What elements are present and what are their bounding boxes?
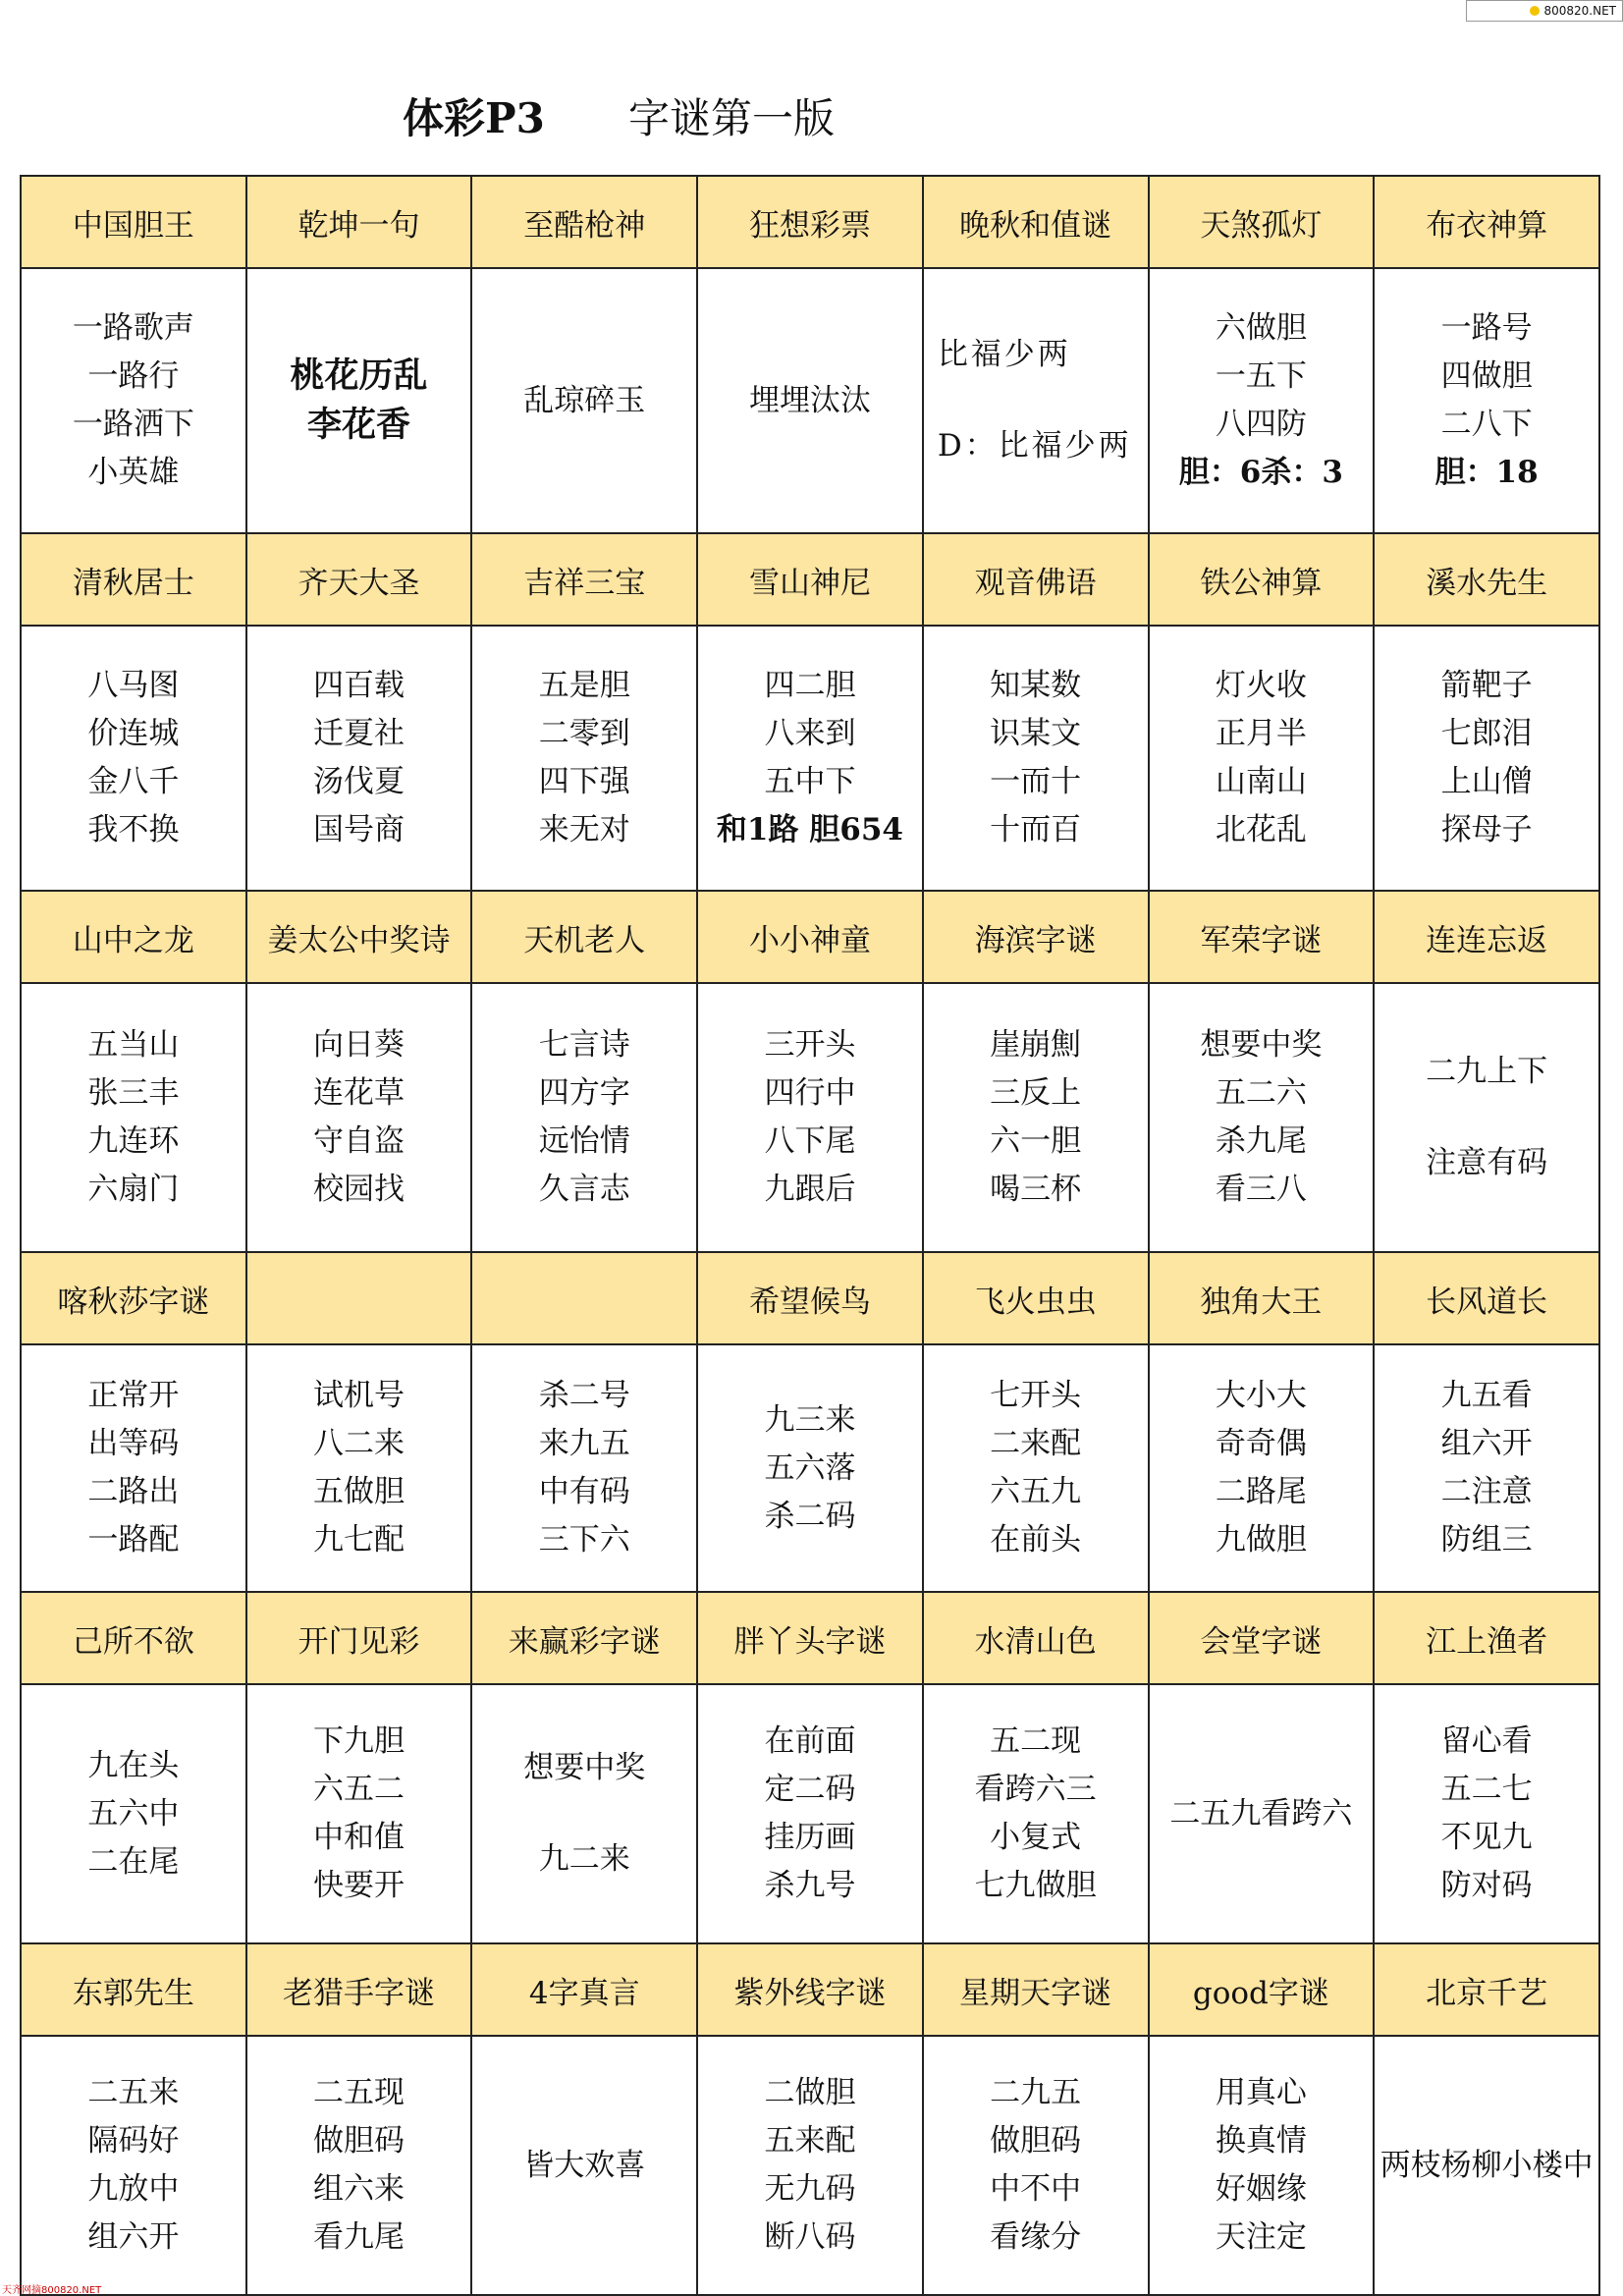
riddle-line: 价连城 bbox=[87, 716, 180, 751]
riddle-line: 四做胆 bbox=[1440, 358, 1533, 394]
header-row bbox=[21, 1252, 1599, 1344]
riddle-cell bbox=[923, 1344, 1149, 1592]
riddle-line: 张三丰 bbox=[87, 1075, 180, 1111]
riddle-line: 连花草 bbox=[313, 1075, 406, 1111]
riddle-line: 二在尾 bbox=[87, 1843, 180, 1880]
riddle-line: 六做胆 bbox=[1215, 310, 1307, 346]
riddle-line: 五来配 bbox=[764, 2123, 856, 2159]
page-title bbox=[0, 86, 1623, 155]
column-header-cell: 北京千艺 bbox=[1374, 1943, 1599, 2036]
column-header-cell: good字谜 bbox=[1149, 1943, 1375, 2036]
riddle-line: 二注意 bbox=[1440, 1474, 1533, 1509]
riddle-line: 向日葵 bbox=[313, 1027, 406, 1063]
riddle-line: 久言志 bbox=[538, 1172, 630, 1207]
riddle-line: 试机号 bbox=[313, 1378, 406, 1413]
riddle-line: 看跨六三 bbox=[974, 1772, 1097, 1807]
column-header-cell: 布衣神算 bbox=[1374, 176, 1599, 268]
riddle-row bbox=[21, 1344, 1599, 1592]
riddle-cell bbox=[1149, 1684, 1375, 1943]
riddle-line: 乱琼碎玉 bbox=[523, 382, 646, 418]
riddle-cell bbox=[923, 2036, 1149, 2295]
riddle-cell bbox=[697, 626, 923, 891]
riddle-line: 崖崩劁 bbox=[990, 1027, 1082, 1063]
riddle-line: 小英雄 bbox=[87, 455, 180, 490]
column-header-cell: 开门见彩 bbox=[246, 1592, 472, 1684]
riddle-line: 一五下 bbox=[1215, 358, 1307, 394]
riddle-line: 和1路 胆654 bbox=[716, 812, 903, 847]
riddle-line: 七言诗 bbox=[538, 1027, 630, 1063]
riddle-cell bbox=[471, 1344, 697, 1592]
title-edition: 字谜第一版 bbox=[628, 94, 836, 142]
column-header-cell: 姜太公中奖诗 bbox=[246, 891, 472, 983]
riddle-line: 九跟后 bbox=[764, 1172, 856, 1207]
riddle-line: 八马图 bbox=[87, 668, 180, 703]
riddle-line: 想要中奖 bbox=[1200, 1027, 1323, 1063]
riddle-cell bbox=[471, 2036, 697, 2295]
riddle-line: 中和值 bbox=[313, 1820, 406, 1855]
riddle-line: 来九五 bbox=[538, 1426, 630, 1461]
riddle-line: 上山僧 bbox=[1440, 764, 1533, 799]
riddle-cell bbox=[21, 268, 246, 533]
column-header-cell: 长风道长 bbox=[1374, 1252, 1599, 1344]
header-row bbox=[21, 1592, 1599, 1684]
riddle-line: 埋埋汰汰 bbox=[748, 382, 871, 418]
column-header-cell: 飞火虫虫 bbox=[923, 1252, 1149, 1344]
riddle-line: 胆：18 bbox=[1434, 455, 1539, 490]
title-lottery-name: 体彩P3 bbox=[403, 94, 545, 142]
column-header-cell: 水清山色 bbox=[923, 1592, 1149, 1684]
riddle-row bbox=[21, 626, 1599, 891]
column-header-cell: 连连忘返 bbox=[1374, 891, 1599, 983]
riddle-cell bbox=[471, 626, 697, 891]
column-header-cell: 齐天大圣 bbox=[246, 533, 472, 626]
riddle-line: 挂历画 bbox=[764, 1820, 856, 1855]
riddle-cell bbox=[697, 268, 923, 533]
riddle-line: 灯火收 bbox=[1215, 668, 1307, 703]
riddle-line: 四下强 bbox=[538, 764, 630, 799]
riddle-line: 做胆码 bbox=[990, 2123, 1082, 2159]
riddle-line: 大小大 bbox=[1215, 1378, 1307, 1413]
riddle-cell bbox=[21, 2036, 246, 2295]
riddle-line: 二来配 bbox=[990, 1426, 1082, 1461]
riddle-line: 二零到 bbox=[538, 716, 630, 751]
column-header-cell: 江上渔者 bbox=[1374, 1592, 1599, 1684]
riddle-line: 五二七 bbox=[1440, 1772, 1533, 1807]
riddle-line: 桃花历乱 bbox=[290, 355, 428, 396]
riddle-line: 九三来 bbox=[764, 1401, 856, 1438]
riddle-line: 用真心 bbox=[1215, 2075, 1307, 2110]
riddle-cell bbox=[923, 1684, 1149, 1943]
riddle-cell bbox=[246, 983, 472, 1252]
riddle-line: 两枝杨柳小楼中 bbox=[1380, 2147, 1594, 2183]
riddle-line: 换真情 bbox=[1215, 2123, 1307, 2159]
riddle-cell bbox=[246, 626, 472, 891]
riddle-cell bbox=[471, 1684, 697, 1943]
column-header-cell: 清秋居士 bbox=[21, 533, 246, 626]
riddle-cell bbox=[1149, 983, 1375, 1252]
riddle-line: 八下尾 bbox=[764, 1123, 856, 1159]
riddle-line: 知某数 bbox=[990, 668, 1082, 703]
riddle-cell bbox=[697, 2036, 923, 2295]
riddle-line: 定二码 bbox=[764, 1772, 856, 1807]
riddle-line: 出等码 bbox=[87, 1426, 180, 1461]
riddle-line: 想要中奖 bbox=[523, 1750, 646, 1785]
riddle-line: 在前面 bbox=[764, 1723, 856, 1759]
riddle-line: 快要开 bbox=[313, 1868, 406, 1903]
riddle-line: 六一胆 bbox=[990, 1123, 1082, 1159]
column-header-cell: 山中之龙 bbox=[21, 891, 246, 983]
riddle-line: 九放中 bbox=[87, 2171, 180, 2207]
riddle-line: 好姻缘 bbox=[1215, 2171, 1307, 2207]
riddle-line: 二做胆 bbox=[764, 2075, 856, 2110]
riddle-line: 四方字 bbox=[538, 1075, 630, 1111]
riddle-line: 四二胆 bbox=[764, 668, 856, 703]
riddle-line: 十而百 bbox=[990, 812, 1082, 847]
riddle-line bbox=[928, 379, 1144, 422]
riddle-cell bbox=[21, 983, 246, 1252]
riddle-line: 五中下 bbox=[764, 764, 856, 799]
riddle-line: 六五二 bbox=[313, 1772, 406, 1807]
header-row bbox=[21, 533, 1599, 626]
riddle-line: 一路洒下 bbox=[72, 407, 194, 442]
column-header-cell: 狂想彩票 bbox=[697, 176, 923, 268]
riddle-line: 来无对 bbox=[538, 812, 630, 847]
riddle-line: 守自盗 bbox=[313, 1123, 406, 1159]
riddle-line: 组六来 bbox=[313, 2171, 406, 2207]
riddle-line: 二八下 bbox=[1440, 407, 1533, 442]
riddle-line: 断八码 bbox=[764, 2219, 856, 2255]
column-header-cell bbox=[471, 1252, 697, 1344]
riddle-line: 山南山 bbox=[1215, 764, 1307, 799]
column-header-cell: 天机老人 bbox=[471, 891, 697, 983]
riddle-cell bbox=[471, 983, 697, 1252]
riddle-cell bbox=[246, 1684, 472, 1943]
column-header-cell: 希望候鸟 bbox=[697, 1252, 923, 1344]
header-row bbox=[21, 1943, 1599, 2036]
riddle-cell bbox=[1149, 2036, 1375, 2295]
column-header-cell: 中国胆王 bbox=[21, 176, 246, 268]
riddle-line: 杀九尾 bbox=[1215, 1123, 1307, 1159]
column-header-cell bbox=[246, 1252, 472, 1344]
column-header-cell: 吉祥三宝 bbox=[471, 533, 697, 626]
riddle-line: 杀二码 bbox=[764, 1498, 856, 1534]
riddle-line: 李花香 bbox=[307, 405, 411, 445]
riddle-cell bbox=[697, 1344, 923, 1592]
riddle-line: 中不中 bbox=[990, 2171, 1082, 2207]
riddle-line: D：比福少两 bbox=[937, 428, 1132, 464]
riddle-line: 七九做胆 bbox=[974, 1868, 1097, 1903]
column-header-cell: 独角大王 bbox=[1149, 1252, 1375, 1344]
riddle-line: 九五看 bbox=[1440, 1378, 1533, 1413]
riddle-line: 二五九看跨六 bbox=[1169, 1795, 1353, 1831]
header-row bbox=[21, 891, 1599, 983]
column-header-cell: 东郭先生 bbox=[21, 1943, 246, 2036]
riddle-line: 我不换 bbox=[87, 812, 180, 847]
riddle-line: 组六开 bbox=[1440, 1426, 1533, 1461]
riddle-line: 九二来 bbox=[538, 1841, 630, 1877]
riddle-line: 一路行 bbox=[87, 358, 180, 394]
riddle-line: 皆大欢喜 bbox=[523, 2147, 646, 2183]
riddle-line: 五是胆 bbox=[538, 668, 630, 703]
riddle-cell bbox=[21, 626, 246, 891]
riddle-line: 一路配 bbox=[87, 1522, 180, 1558]
riddle-line: 二五来 bbox=[87, 2075, 180, 2110]
column-header-cell: 星期天字谜 bbox=[923, 1943, 1149, 2036]
riddle-cell bbox=[1374, 626, 1599, 891]
riddle-line: 迁夏社 bbox=[313, 716, 406, 751]
riddle-line: 校园找 bbox=[313, 1172, 406, 1207]
riddle-line: 三下六 bbox=[538, 1522, 630, 1558]
riddle-line: 一而十 bbox=[990, 764, 1082, 799]
riddle-line: 隔码好 bbox=[87, 2123, 180, 2159]
riddle-line: 无九码 bbox=[764, 2171, 856, 2207]
riddle-line: 二九上下 bbox=[1426, 1054, 1548, 1089]
riddle-cell bbox=[246, 2036, 472, 2295]
riddle-line: 杀九号 bbox=[764, 1868, 856, 1903]
riddle-line: 八来到 bbox=[764, 716, 856, 751]
riddle-line: 国号商 bbox=[313, 812, 406, 847]
riddle-line bbox=[1379, 1096, 1595, 1139]
riddle-line: 六扇门 bbox=[87, 1172, 180, 1207]
riddle-line: 看缘分 bbox=[990, 2219, 1082, 2255]
riddle-line: 远怡情 bbox=[538, 1123, 630, 1159]
riddle-cell bbox=[923, 983, 1149, 1252]
column-header-cell: 喀秋莎字谜 bbox=[21, 1252, 246, 1344]
riddle-line: 一路号 bbox=[1440, 310, 1533, 346]
watermark-text: 800820.NET bbox=[1543, 4, 1616, 18]
riddle-cell bbox=[21, 1684, 246, 1943]
riddle-cell bbox=[21, 1344, 246, 1592]
riddle-line: 七开头 bbox=[990, 1378, 1082, 1413]
bottom-watermark: 天齐网摘800820.NET bbox=[2, 2285, 102, 2296]
column-header-cell: 雪山神尼 bbox=[697, 533, 923, 626]
riddle-line: 正月半 bbox=[1215, 716, 1307, 751]
column-header-cell: 溪水先生 bbox=[1374, 533, 1599, 626]
riddle-line: 五六中 bbox=[87, 1795, 180, 1831]
riddle-line: 留心看 bbox=[1440, 1723, 1533, 1759]
riddle-cell bbox=[1374, 983, 1599, 1252]
riddle-cell bbox=[246, 1344, 472, 1592]
column-header-cell: 至酷枪神 bbox=[471, 176, 697, 268]
riddle-cell bbox=[1374, 2036, 1599, 2295]
column-header-cell: 会堂字谜 bbox=[1149, 1592, 1375, 1684]
riddle-cell bbox=[1149, 626, 1375, 891]
riddle-line: 喝三杯 bbox=[990, 1172, 1082, 1207]
riddle-line: 五做胆 bbox=[313, 1474, 406, 1509]
riddle-line: 看三八 bbox=[1215, 1172, 1307, 1207]
riddle-line bbox=[476, 1792, 692, 1835]
riddle-line: 天注定 bbox=[1215, 2219, 1307, 2255]
riddle-cell bbox=[471, 268, 697, 533]
riddle-line: 杀二号 bbox=[538, 1378, 630, 1413]
riddle-line: 二五现 bbox=[313, 2075, 406, 2110]
column-header-cell: 紫外线字谜 bbox=[697, 1943, 923, 2036]
riddle-line: 识某文 bbox=[990, 716, 1082, 751]
header-row bbox=[21, 176, 1599, 268]
riddle-cell bbox=[1374, 1344, 1599, 1592]
riddle-line: 八二来 bbox=[313, 1426, 406, 1461]
riddle-line: 五当山 bbox=[87, 1027, 180, 1063]
riddle-line: 五二六 bbox=[1215, 1075, 1307, 1111]
riddle-line: 九做胆 bbox=[1215, 1522, 1307, 1558]
riddle-line: 四行中 bbox=[764, 1075, 856, 1111]
column-header-cell: 来赢彩字谜 bbox=[471, 1592, 697, 1684]
riddle-line: 下九胆 bbox=[313, 1723, 406, 1759]
riddle-line: 九连环 bbox=[87, 1123, 180, 1159]
riddle-row bbox=[21, 1684, 1599, 1943]
riddle-line: 四百载 bbox=[313, 668, 406, 703]
riddle-line: 胆：6杀：3 bbox=[1178, 455, 1343, 490]
riddle-line: 金八千 bbox=[87, 764, 180, 799]
riddle-table bbox=[20, 175, 1600, 2296]
riddle-cell bbox=[1149, 1344, 1375, 1592]
riddle-cell bbox=[697, 1684, 923, 1943]
riddle-cell bbox=[1149, 268, 1375, 533]
riddle-line: 在前头 bbox=[990, 1522, 1082, 1558]
riddle-line: 组六开 bbox=[87, 2219, 180, 2255]
riddle-line: 正常开 bbox=[87, 1378, 180, 1413]
column-header-cell: 铁公神算 bbox=[1149, 533, 1375, 626]
riddle-cell bbox=[697, 983, 923, 1252]
riddle-cell bbox=[1374, 268, 1599, 533]
riddle-line: 三反上 bbox=[990, 1075, 1082, 1111]
riddle-line: 北花乱 bbox=[1215, 812, 1307, 847]
riddle-line: 九七配 bbox=[313, 1522, 406, 1558]
riddle-line: 六五九 bbox=[990, 1474, 1082, 1509]
riddle-line: 二路出 bbox=[87, 1474, 180, 1509]
riddle-line: 三开头 bbox=[764, 1027, 856, 1063]
riddle-row bbox=[21, 983, 1599, 1252]
riddle-line: 比福少两 bbox=[937, 337, 1071, 372]
column-header-cell: 军荣字谜 bbox=[1149, 891, 1375, 983]
riddle-line: 看九尾 bbox=[313, 2219, 406, 2255]
riddle-line: 箭靶子 bbox=[1440, 668, 1533, 703]
riddle-line: 五六落 bbox=[764, 1449, 856, 1486]
riddle-line: 做胆码 bbox=[313, 2123, 406, 2159]
riddle-line: 汤伐夏 bbox=[313, 764, 406, 799]
riddle-line: 不见九 bbox=[1440, 1820, 1533, 1855]
riddle-line: 防对码 bbox=[1440, 1868, 1533, 1903]
watermark-logo-icon bbox=[1530, 6, 1540, 16]
column-header-cell: 海滨字谜 bbox=[923, 891, 1149, 983]
riddle-row bbox=[21, 268, 1599, 533]
riddle-cell bbox=[923, 268, 1149, 533]
riddle-cell bbox=[246, 268, 472, 533]
column-header-cell: 天煞孤灯 bbox=[1149, 176, 1375, 268]
column-header-cell: 晚秋和值谜 bbox=[923, 176, 1149, 268]
riddle-line: 五二现 bbox=[990, 1723, 1082, 1759]
riddle-line: 二九五 bbox=[990, 2075, 1082, 2110]
riddle-line: 中有码 bbox=[538, 1474, 630, 1509]
column-header-cell: 己所不欲 bbox=[21, 1592, 246, 1684]
riddle-line: 一路歌声 bbox=[72, 310, 194, 346]
site-watermark bbox=[1466, 0, 1623, 22]
riddle-line: 奇奇偶 bbox=[1215, 1426, 1307, 1461]
column-header-cell: 4字真言 bbox=[471, 1943, 697, 2036]
riddle-line: 九在头 bbox=[87, 1747, 180, 1783]
riddle-line: 防组三 bbox=[1440, 1522, 1533, 1558]
riddle-line: 注意有码 bbox=[1426, 1145, 1548, 1180]
column-header-cell: 老猎手字谜 bbox=[246, 1943, 472, 2036]
column-header-cell: 小小神童 bbox=[697, 891, 923, 983]
column-header-cell: 观音佛语 bbox=[923, 533, 1149, 626]
riddle-cell bbox=[1374, 1684, 1599, 1943]
riddle-line: 七郎泪 bbox=[1440, 716, 1533, 751]
riddle-line: 八四防 bbox=[1215, 407, 1307, 442]
column-header-cell: 胖丫头字谜 bbox=[697, 1592, 923, 1684]
riddle-cell bbox=[923, 626, 1149, 891]
column-header-cell: 乾坤一句 bbox=[246, 176, 472, 268]
riddle-line: 二路尾 bbox=[1215, 1474, 1307, 1509]
riddle-line: 小复式 bbox=[990, 1820, 1082, 1855]
riddle-row bbox=[21, 2036, 1599, 2295]
riddle-line: 探母子 bbox=[1440, 812, 1533, 847]
